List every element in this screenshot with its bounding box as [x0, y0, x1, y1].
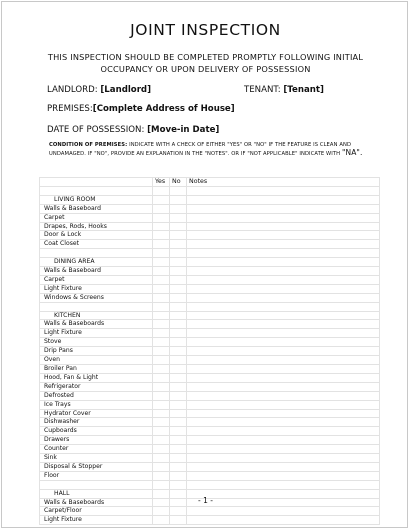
notes-cell[interactable] — [187, 427, 380, 436]
no-cell[interactable] — [170, 409, 187, 418]
item-label: Door & Lock — [40, 231, 153, 240]
table-row — [40, 436, 380, 445]
table-row — [40, 302, 380, 311]
yes-cell[interactable] — [153, 356, 170, 365]
yes-cell[interactable] — [153, 186, 170, 195]
item-label — [40, 302, 153, 311]
notes-cell[interactable] — [187, 445, 380, 454]
item-label: Drip Pans — [40, 347, 153, 356]
notes-cell[interactable] — [187, 480, 380, 489]
no-cell[interactable] — [170, 222, 187, 231]
header-notes: Notes — [187, 178, 380, 187]
item-label: Floor — [40, 471, 153, 480]
condition-label: CONDITION OF PREMISES: — [49, 142, 128, 148]
no-cell[interactable] — [170, 195, 187, 204]
no-cell[interactable] — [170, 445, 187, 454]
item-label: Oven — [40, 356, 153, 365]
condition-na: "NA". — [341, 148, 363, 157]
tenant-value: [Tenant] — [283, 85, 324, 95]
yes-cell[interactable] — [153, 373, 170, 382]
yes-cell[interactable] — [153, 302, 170, 311]
notes-cell[interactable] — [187, 320, 380, 329]
notes-cell[interactable] — [187, 462, 380, 471]
table-row — [40, 213, 380, 222]
yes-cell[interactable] — [153, 275, 170, 284]
yes-cell[interactable] — [153, 240, 170, 249]
notes-cell[interactable] — [187, 471, 380, 480]
item-label — [40, 186, 153, 195]
table-row — [40, 195, 380, 204]
table-row — [40, 258, 380, 267]
yes-cell[interactable] — [153, 471, 170, 480]
yes-cell[interactable] — [153, 320, 170, 329]
notes-cell[interactable] — [187, 240, 380, 249]
condition-text: INDICATE WITH A CHECK OF EITHER "YES" OR "NO" IF THE FEATURE IS CLEAN AND UNDAMAGED. IF "NO", PROVIDE AN EXPLANATION IN THE "NOTES". OR IF "NOT APPLICABLE" INDICATE WITH — [49, 142, 352, 157]
no-cell[interactable] — [170, 471, 187, 480]
yes-cell[interactable] — [153, 364, 170, 373]
no-cell[interactable] — [170, 480, 187, 489]
yes-cell[interactable] — [153, 195, 170, 204]
item-label: Defrosted — [40, 391, 153, 400]
table-row — [40, 320, 380, 329]
table-row — [40, 400, 380, 409]
no-cell[interactable] — [170, 427, 187, 436]
notes-cell[interactable] — [187, 195, 380, 204]
yes-cell[interactable] — [153, 382, 170, 391]
notes-cell[interactable] — [187, 373, 380, 382]
no-cell[interactable] — [170, 382, 187, 391]
item-label — [40, 249, 153, 258]
yes-cell[interactable] — [153, 391, 170, 400]
yes-cell[interactable] — [153, 204, 170, 213]
possession-field — [47, 125, 219, 135]
no-cell[interactable] — [170, 507, 187, 516]
item-label: Hydrator Cover — [40, 409, 153, 418]
yes-cell[interactable] — [153, 418, 170, 427]
notes-cell[interactable] — [187, 400, 380, 409]
checklist-header-row — [40, 178, 380, 187]
yes-cell[interactable] — [153, 284, 170, 293]
item-label: Ice Trays — [40, 400, 153, 409]
yes-cell[interactable] — [153, 427, 170, 436]
no-cell[interactable] — [170, 186, 187, 195]
notes-cell[interactable] — [187, 418, 380, 427]
no-cell[interactable] — [170, 284, 187, 293]
notes-cell[interactable] — [187, 284, 380, 293]
notes-cell[interactable] — [187, 391, 380, 400]
yes-cell[interactable] — [153, 480, 170, 489]
no-cell[interactable] — [170, 454, 187, 463]
yes-cell[interactable] — [153, 329, 170, 338]
yes-cell[interactable] — [153, 462, 170, 471]
item-label: LIVING ROOM — [40, 195, 153, 204]
landlord-label: LANDLORD: — [47, 85, 98, 95]
item-label: Light Fixture — [40, 329, 153, 338]
yes-cell[interactable] — [153, 222, 170, 231]
header-yes: Yes — [153, 178, 170, 187]
intro-text — [30, 51, 381, 75]
item-label: Carpet/Floor — [40, 507, 153, 516]
yes-cell[interactable] — [153, 454, 170, 463]
table-row — [40, 462, 380, 471]
inspection-checklist — [39, 177, 380, 525]
notes-cell[interactable] — [187, 258, 380, 267]
no-cell[interactable] — [170, 249, 187, 258]
document-title: JOINT INSPECTION — [130, 21, 281, 39]
item-label: Walls & Baseboard — [40, 204, 153, 213]
no-cell[interactable] — [170, 320, 187, 329]
notes-cell[interactable] — [187, 293, 380, 302]
notes-cell[interactable] — [187, 222, 380, 231]
table-row — [40, 293, 380, 302]
table-row — [40, 391, 380, 400]
tenant-field — [244, 85, 324, 95]
notes-cell[interactable] — [187, 516, 380, 525]
no-cell[interactable] — [170, 364, 187, 373]
item-label: Walls & Baseboards — [40, 498, 153, 507]
no-cell[interactable] — [170, 240, 187, 249]
notes-cell[interactable] — [187, 364, 380, 373]
yes-cell[interactable] — [153, 436, 170, 445]
yes-cell[interactable] — [153, 400, 170, 409]
landlord-value: [Landlord] — [100, 85, 152, 95]
item-label: DINING AREA — [40, 258, 153, 267]
item-label: Dishwasher — [40, 418, 153, 427]
item-label: Drawers — [40, 436, 153, 445]
table-row — [40, 364, 380, 373]
no-cell[interactable] — [170, 347, 187, 356]
item-label: Hood, Fan & Light — [40, 373, 153, 382]
yes-cell[interactable] — [153, 213, 170, 222]
checklist-body — [40, 186, 380, 524]
notes-cell[interactable] — [187, 329, 380, 338]
table-row — [40, 418, 380, 427]
notes-cell[interactable] — [187, 382, 380, 391]
table-row — [40, 222, 380, 231]
no-cell[interactable] — [170, 302, 187, 311]
no-cell[interactable] — [170, 436, 187, 445]
notes-cell[interactable] — [187, 186, 380, 195]
yes-cell[interactable] — [153, 267, 170, 276]
table-row — [40, 409, 380, 418]
table-row — [40, 240, 380, 249]
yes-cell[interactable] — [153, 231, 170, 240]
no-cell[interactable] — [170, 356, 187, 365]
premises-label: PREMISES: — [47, 104, 93, 114]
intro-line-1: THIS INSPECTION SHOULD BE COMPLETED PROMPTLY FOLLOWING INITIAL — [47, 52, 364, 62]
item-label: Coat Closet — [40, 240, 153, 249]
yes-cell[interactable] — [153, 409, 170, 418]
no-cell[interactable] — [170, 329, 187, 338]
intro-line-2: OCCUPANCY OR UPON DELIVERY OF POSSESSION — [100, 64, 311, 74]
no-cell[interactable] — [170, 231, 187, 240]
notes-cell[interactable] — [187, 507, 380, 516]
table-row — [40, 311, 380, 320]
table-row — [40, 507, 380, 516]
table-row — [40, 338, 380, 347]
no-cell[interactable] — [170, 204, 187, 213]
possession-value: [Move-in Date] — [147, 125, 220, 135]
notes-cell[interactable] — [187, 338, 380, 347]
item-label: Walls & Baseboards — [40, 320, 153, 329]
condition-instructions — [49, 141, 379, 158]
table-row — [40, 347, 380, 356]
table-row — [40, 454, 380, 463]
notes-cell[interactable] — [187, 231, 380, 240]
notes-cell[interactable] — [187, 213, 380, 222]
header-item — [40, 178, 153, 187]
no-cell[interactable] — [170, 373, 187, 382]
notes-cell[interactable] — [187, 249, 380, 258]
yes-cell[interactable] — [153, 338, 170, 347]
possession-label: DATE OF POSSESSION: — [47, 125, 145, 135]
no-cell[interactable] — [170, 338, 187, 347]
yes-cell[interactable] — [153, 249, 170, 258]
table-row — [40, 471, 380, 480]
item-label: Counter — [40, 445, 153, 454]
no-cell[interactable] — [170, 213, 187, 222]
item-label — [40, 480, 153, 489]
header-no: No — [170, 178, 187, 187]
item-label: Light Fixture — [40, 516, 153, 525]
no-cell[interactable] — [170, 391, 187, 400]
premises-value: [Complete Address of House] — [92, 104, 235, 114]
item-label: Windows & Screens — [40, 293, 153, 302]
table-row — [40, 275, 380, 284]
table-row — [40, 204, 380, 213]
notes-cell[interactable] — [187, 454, 380, 463]
table-row — [40, 382, 380, 391]
tenant-label: TENANT: — [244, 85, 281, 95]
item-label: Walls & Baseboard — [40, 267, 153, 276]
no-cell[interactable] — [170, 311, 187, 320]
table-row — [40, 267, 380, 276]
item-label: Sink — [40, 454, 153, 463]
item-label: Carpet — [40, 213, 153, 222]
no-cell[interactable] — [170, 418, 187, 427]
item-label: HALL — [40, 489, 153, 498]
yes-cell[interactable] — [153, 293, 170, 302]
notes-cell[interactable] — [187, 436, 380, 445]
item-label: Disposal & Stopper — [40, 462, 153, 471]
notes-cell[interactable] — [187, 347, 380, 356]
notes-cell[interactable] — [187, 302, 380, 311]
yes-cell[interactable] — [153, 507, 170, 516]
item-label: Stove — [40, 338, 153, 347]
item-label: Broiler Pan — [40, 364, 153, 373]
notes-cell[interactable] — [187, 204, 380, 213]
table-row — [40, 231, 380, 240]
yes-cell[interactable] — [153, 258, 170, 267]
yes-cell[interactable] — [153, 445, 170, 454]
table-row — [40, 249, 380, 258]
no-cell[interactable] — [170, 516, 187, 525]
item-label: Drapes, Rods, Hooks — [40, 222, 153, 231]
notes-cell[interactable] — [187, 356, 380, 365]
notes-cell[interactable] — [187, 275, 380, 284]
no-cell[interactable] — [170, 275, 187, 284]
item-label: Light Fixture — [40, 284, 153, 293]
table-row — [40, 284, 380, 293]
no-cell[interactable] — [170, 462, 187, 471]
yes-cell[interactable] — [153, 311, 170, 320]
notes-cell[interactable] — [187, 267, 380, 276]
table-row — [40, 356, 380, 365]
no-cell[interactable] — [170, 400, 187, 409]
item-label: KITCHEN — [40, 311, 153, 320]
item-label: Cupboards — [40, 427, 153, 436]
table-row — [40, 186, 380, 195]
table-row — [40, 329, 380, 338]
landlord-field — [47, 85, 151, 95]
yes-cell[interactable] — [153, 516, 170, 525]
yes-cell[interactable] — [153, 347, 170, 356]
no-cell[interactable] — [170, 267, 187, 276]
table-row — [40, 445, 380, 454]
no-cell[interactable] — [170, 293, 187, 302]
table-row — [40, 427, 380, 436]
notes-cell[interactable] — [187, 311, 380, 320]
premises-field — [47, 104, 235, 114]
item-label: Carpet — [40, 275, 153, 284]
no-cell[interactable] — [170, 258, 187, 267]
table-row — [40, 516, 380, 525]
notes-cell[interactable] — [187, 409, 380, 418]
page-number: - 1 - — [198, 496, 213, 505]
table-row — [40, 480, 380, 489]
table-row — [40, 373, 380, 382]
item-label: Refrigerator — [40, 382, 153, 391]
